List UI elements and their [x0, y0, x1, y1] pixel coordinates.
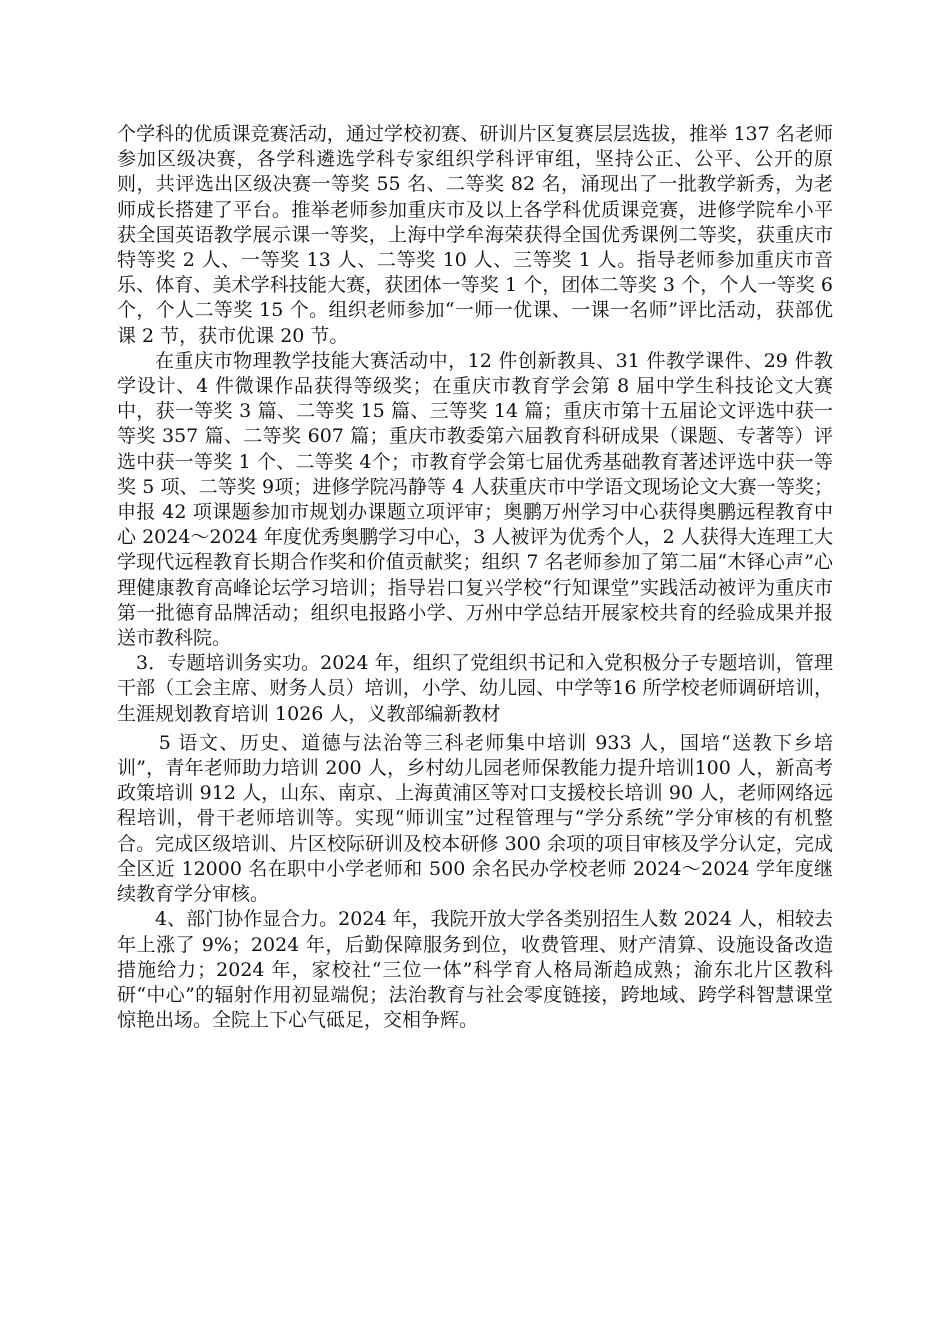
paragraph-special-training: 3．专题培训务实功。2024 年，组织了党组织书记和入党积极分子专题培训，管理干部（工会主席、财务人员）培训，小学、幼儿园、中学等16 所学校老师调研培训，生涯规划教育培训 1026 人，义教部编新教材: [117, 652, 833, 725]
paragraph-department-cooperation: 4、部门协作显合力。2024 年，我院开放大学各类别招生人数 2024 人，相较去年上涨了 9%；2024 年，后勤保障服务到位，收费管理、财产清算、设施设备改造措施给力；2024 年，家校社“三位一体”科学育人格局渐趋成熟；渝东北片区教科研“中心”的辐射作用初显端倪；法治教育与社会零度链接，跨地域、跨学科智慧课堂惊艳出场。全院上下心气砥足，交相争辉。: [117, 908, 833, 1032]
paragraph-awards-competition: 个学科的优质课竞赛活动，通过学校初赛、研训片区复赛层层选拔，推举 137 名老师参加区级决赛，各学科遴选学科专家组织学科评审组，坚持公正、公平、公开的原则，共评选出区级决赛一等奖 55 名、二等奖 82 名，涌现出了一批教学新秀，为老师成长搭建了平台。推举老师参加重庆市及以上各学科优质课竞赛，进修学院牟小平获全国英语教学展示课一等奖，上海中学牟海荣获得全国优秀课例二等奖，获重庆市特等奖 2 人、一等奖 13 人、二等奖 10 人、三等奖 1 人。指导老师参加重庆市音乐、体育、美术学科技能大赛，获团体一等奖 1 个，团体二等奖 3 个，个人一等奖 6 个，个人二等奖 15 个。组织老师参加“一师一优课、一课一名师”评比活动，获部优课 2 节，获市优课 20 节。: [117, 123, 833, 347]
paragraph-physics-teaching-contest: 在重庆市物理教学技能大赛活动中，12 件创新教具、31 件教学课件、29 件教学设计、4 件微课作品获得等级奖；在重庆市教育学会第 8 届中学生科技论文大赛中，获一等奖 3 篇、二等奖 15 篇、三等奖 14 篇；重庆市第十五届论文评选中获一等奖 357 篇、二等奖 607 篇；重庆市教委第六届教育科研成果（课题、专著等）评选中获一等奖 1 个、二等奖 4个；市教育学会第七届优秀基础教育著述评选中获一等奖 5 项、二等奖 9项；进修学院冯静等 4 人获重庆市中学语文现场论文大赛一等奖；申报 42 项课题参加市规划办课题立项评审；奥鹏万州学习中心获得奥鹏远程教育中心 2024～2024 年度优秀奥鹏学习中心，3 人被评为优秀个人，2 人获得大连理工大学现代远程教育长期合作奖和价值贡献奖；组织 7 名老师参加了第二届“木铎心声”心理健康教育高峰论坛学习培训；指导岩口复兴学校“行知课堂”实践活动被评为重庆市第一批德育品牌活动；组织电报路小学、万州中学总结开展家校共育的经验成果并报送市教科院。: [117, 349, 833, 650]
document-body: [117, 122, 833, 1033]
paragraph-teacher-training: 5 语文、历史、道德与法治等三科老师集中培训 933 人，国培“送教下乡培训”，青年老师助力培训 200 人，乡村幼儿园老师保教能力提升培训100 人，新高考政策培训 912 人，山东、南京、上海黄浦区等对口支援校长培训 90 人，老师网络远程培训，骨干老师培训等。实现“师训宝”过程管理与“学分系统”学分审核的有机整合。完成区级培训、片区校际研训及校本研修 300 余项的项目审核及学分认定，完成全区近 12000 名在职中小学老师和 500 余名民办学校老师 2024～2024 学年度继续教育学分审核。: [117, 731, 833, 906]
